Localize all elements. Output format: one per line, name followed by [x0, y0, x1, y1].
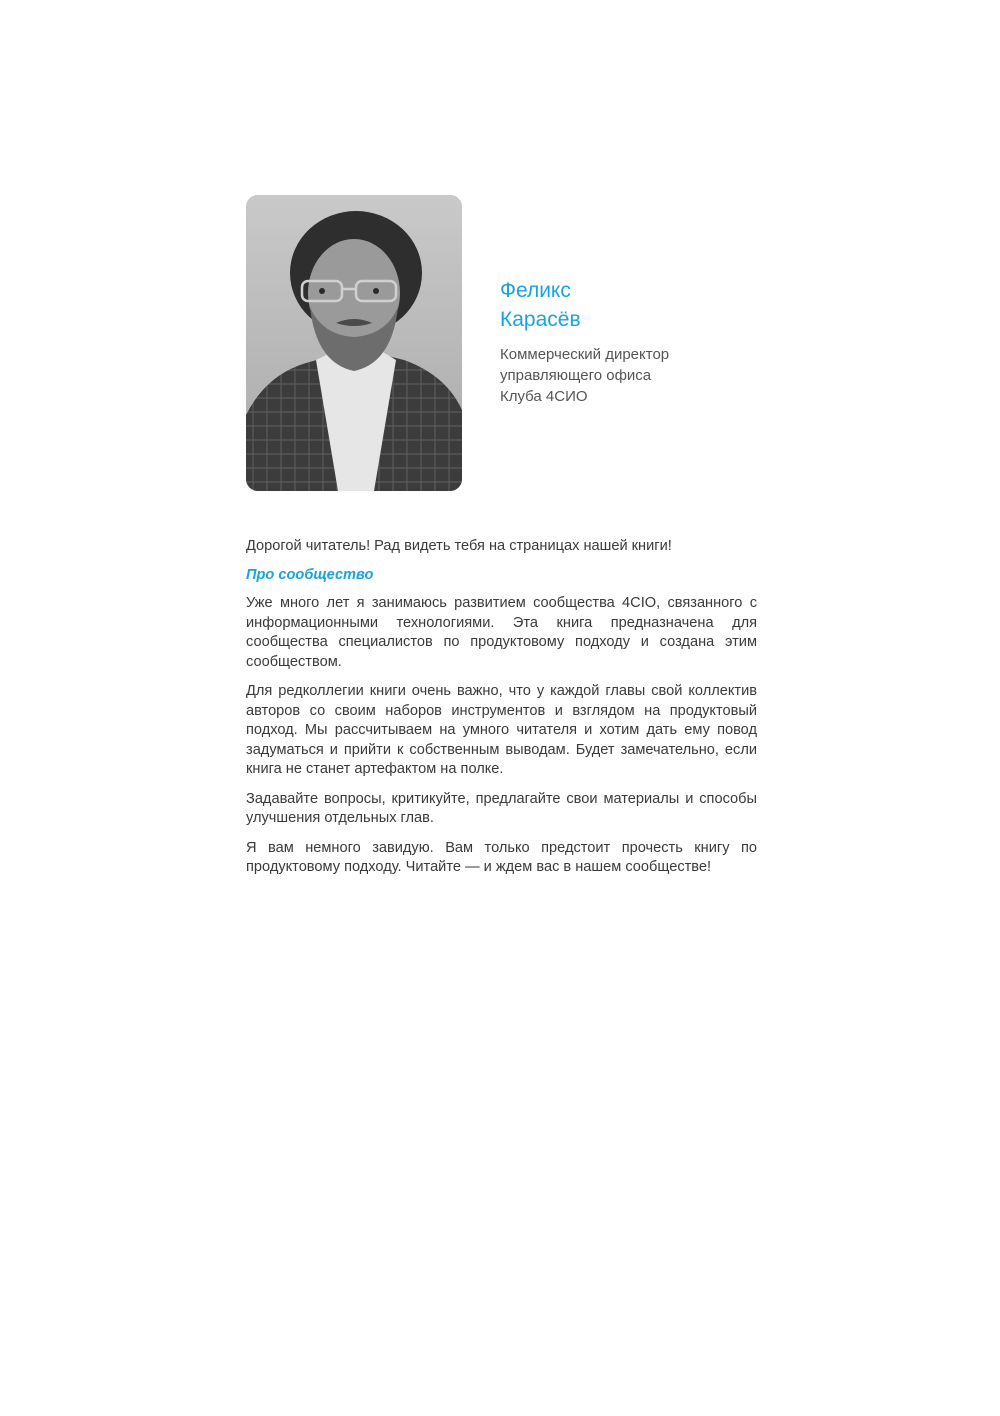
greeting: Дорогой читатель! Рад видеть тебя на страницах нашей книги! — [246, 538, 672, 554]
author-portrait-image — [246, 195, 462, 491]
author-role-line: управляющего офиса — [500, 367, 652, 384]
author-role — [500, 344, 760, 407]
paragraph: Задавайте вопросы, критикуйте, предлагайте свои материалы и способы улучшения отдельных глав. — [246, 790, 757, 826]
author-role-line: Клуба 4СИО — [500, 388, 588, 405]
author-name — [500, 276, 760, 334]
paragraph: Я вам немного завидую. Вам только предстоит прочесть книгу по продуктовому подходу. Читайте — и ждем вас в нашем сообществе! — [246, 839, 757, 875]
author-role-line: Коммерческий директор — [500, 346, 670, 363]
foreword-text — [246, 537, 757, 888]
paragraph: Уже много лет я занимаюсь развитием сообщества 4CIO, связанного с информационными технологиями. Эта книга предназначена для сообщества специалистов по продуктовому подходу и создана этим сообществом. — [246, 595, 757, 670]
author-first-name: Феликс — [500, 279, 571, 302]
author-block — [500, 276, 760, 407]
paragraph: Для редколлегии книги очень важно, что у каждой главы свой коллектив авторов со своим наборов инструментов и взглядом на продуктовый подход. Мы рассчитываем на умного читателя и хотим дать ему повод задуматься и прийти к собственным выводам. Будет замечательно, если книга не станет артефактом на полке. — [246, 683, 757, 777]
author-photo — [246, 195, 462, 491]
author-last-name: Карасёв — [500, 308, 581, 331]
section-title: Про сообщество — [246, 566, 374, 583]
